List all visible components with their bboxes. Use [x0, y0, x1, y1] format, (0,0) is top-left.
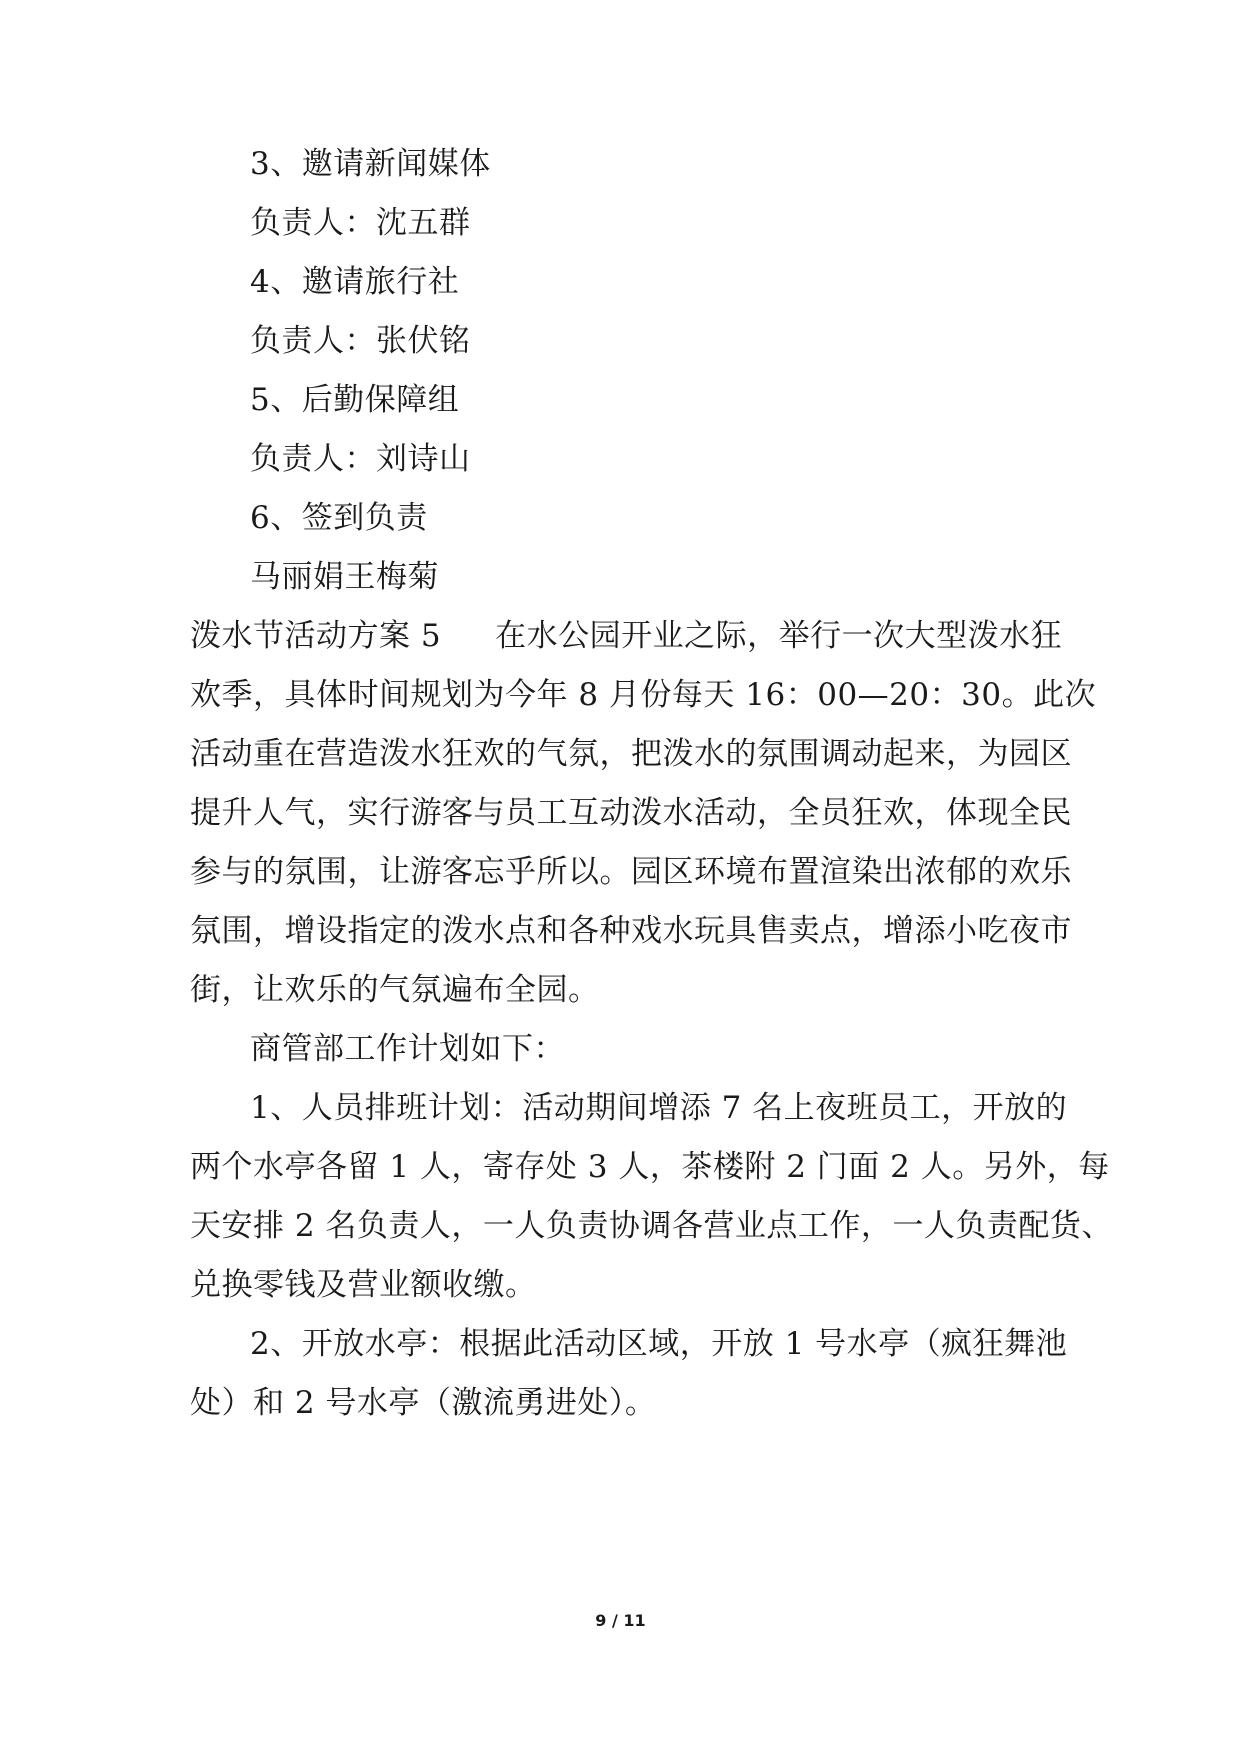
section-title: 泼水节活动方案 5: [190, 618, 442, 654]
item-signin: 6、签到负责: [250, 500, 428, 536]
item-responsible-3: 负责人：刘诗山: [250, 441, 471, 477]
item-signin-names: 马丽娟王梅菊: [250, 559, 439, 595]
plan2-line-1: 处）和 2 号水亭（激流勇进处）。: [190, 1385, 657, 1421]
plan-heading: 商管部工作计划如下：: [250, 1031, 565, 1067]
intro-line-2: 活动重在营造泼水狂欢的气氛，把泼水的氛围调动起来，为园区: [190, 736, 1072, 772]
item-responsible-1: 负责人：沈五群: [250, 205, 471, 241]
item-invite-travel: 4、邀请旅行社: [250, 264, 460, 300]
plan1-line-0: 1、人员排班计划：活动期间增添 7 名上夜班员工，开放的: [250, 1090, 1068, 1126]
item-responsible-2: 负责人：张伏铭: [250, 323, 471, 359]
item-invite-media: 3、邀请新闻媒体: [250, 146, 491, 182]
intro-line-3: 提升人气，实行游客与员工互动泼水活动，全员狂欢，体现全民: [190, 795, 1072, 831]
plan1-line-1: 两个水亭各留 1 人，寄存处 3 人，茶楼附 2 门面 2 人。另外，每: [190, 1149, 1110, 1185]
intro-line-0: 在水公园开业之际，举行一次大型泼水狂: [495, 618, 1063, 654]
item-logistics: 5、后勤保障组: [250, 382, 460, 418]
intro-line-1: 欢季，具体时间规划为今年 8 月份每天 16：00—20：30。此次: [190, 677, 1097, 713]
plan2-line-0: 2、开放水亭：根据此活动区域，开放 1 号水亭（疯狂舞池: [250, 1326, 1068, 1362]
intro-line-6: 街，让欢乐的气氛遍布全园。: [190, 972, 600, 1008]
plan1-line-2: 天安排 2 名负责人，一人负责协调各营业点工作，一人负责配货、: [190, 1208, 1113, 1244]
intro-line-4: 参与的氛围，让游客忘乎所以。园区环境布置渲染出浓郁的欢乐: [190, 854, 1072, 890]
plan1-line-3: 兑换零钱及营业额收缴。: [190, 1267, 537, 1303]
intro-line-5: 氛围，增设指定的泼水点和各种戏水玩具售卖点，增添小吃夜市: [190, 913, 1072, 949]
page-number: 9 / 11: [595, 1611, 646, 1630]
section-first-line: [190, 616, 1062, 656]
